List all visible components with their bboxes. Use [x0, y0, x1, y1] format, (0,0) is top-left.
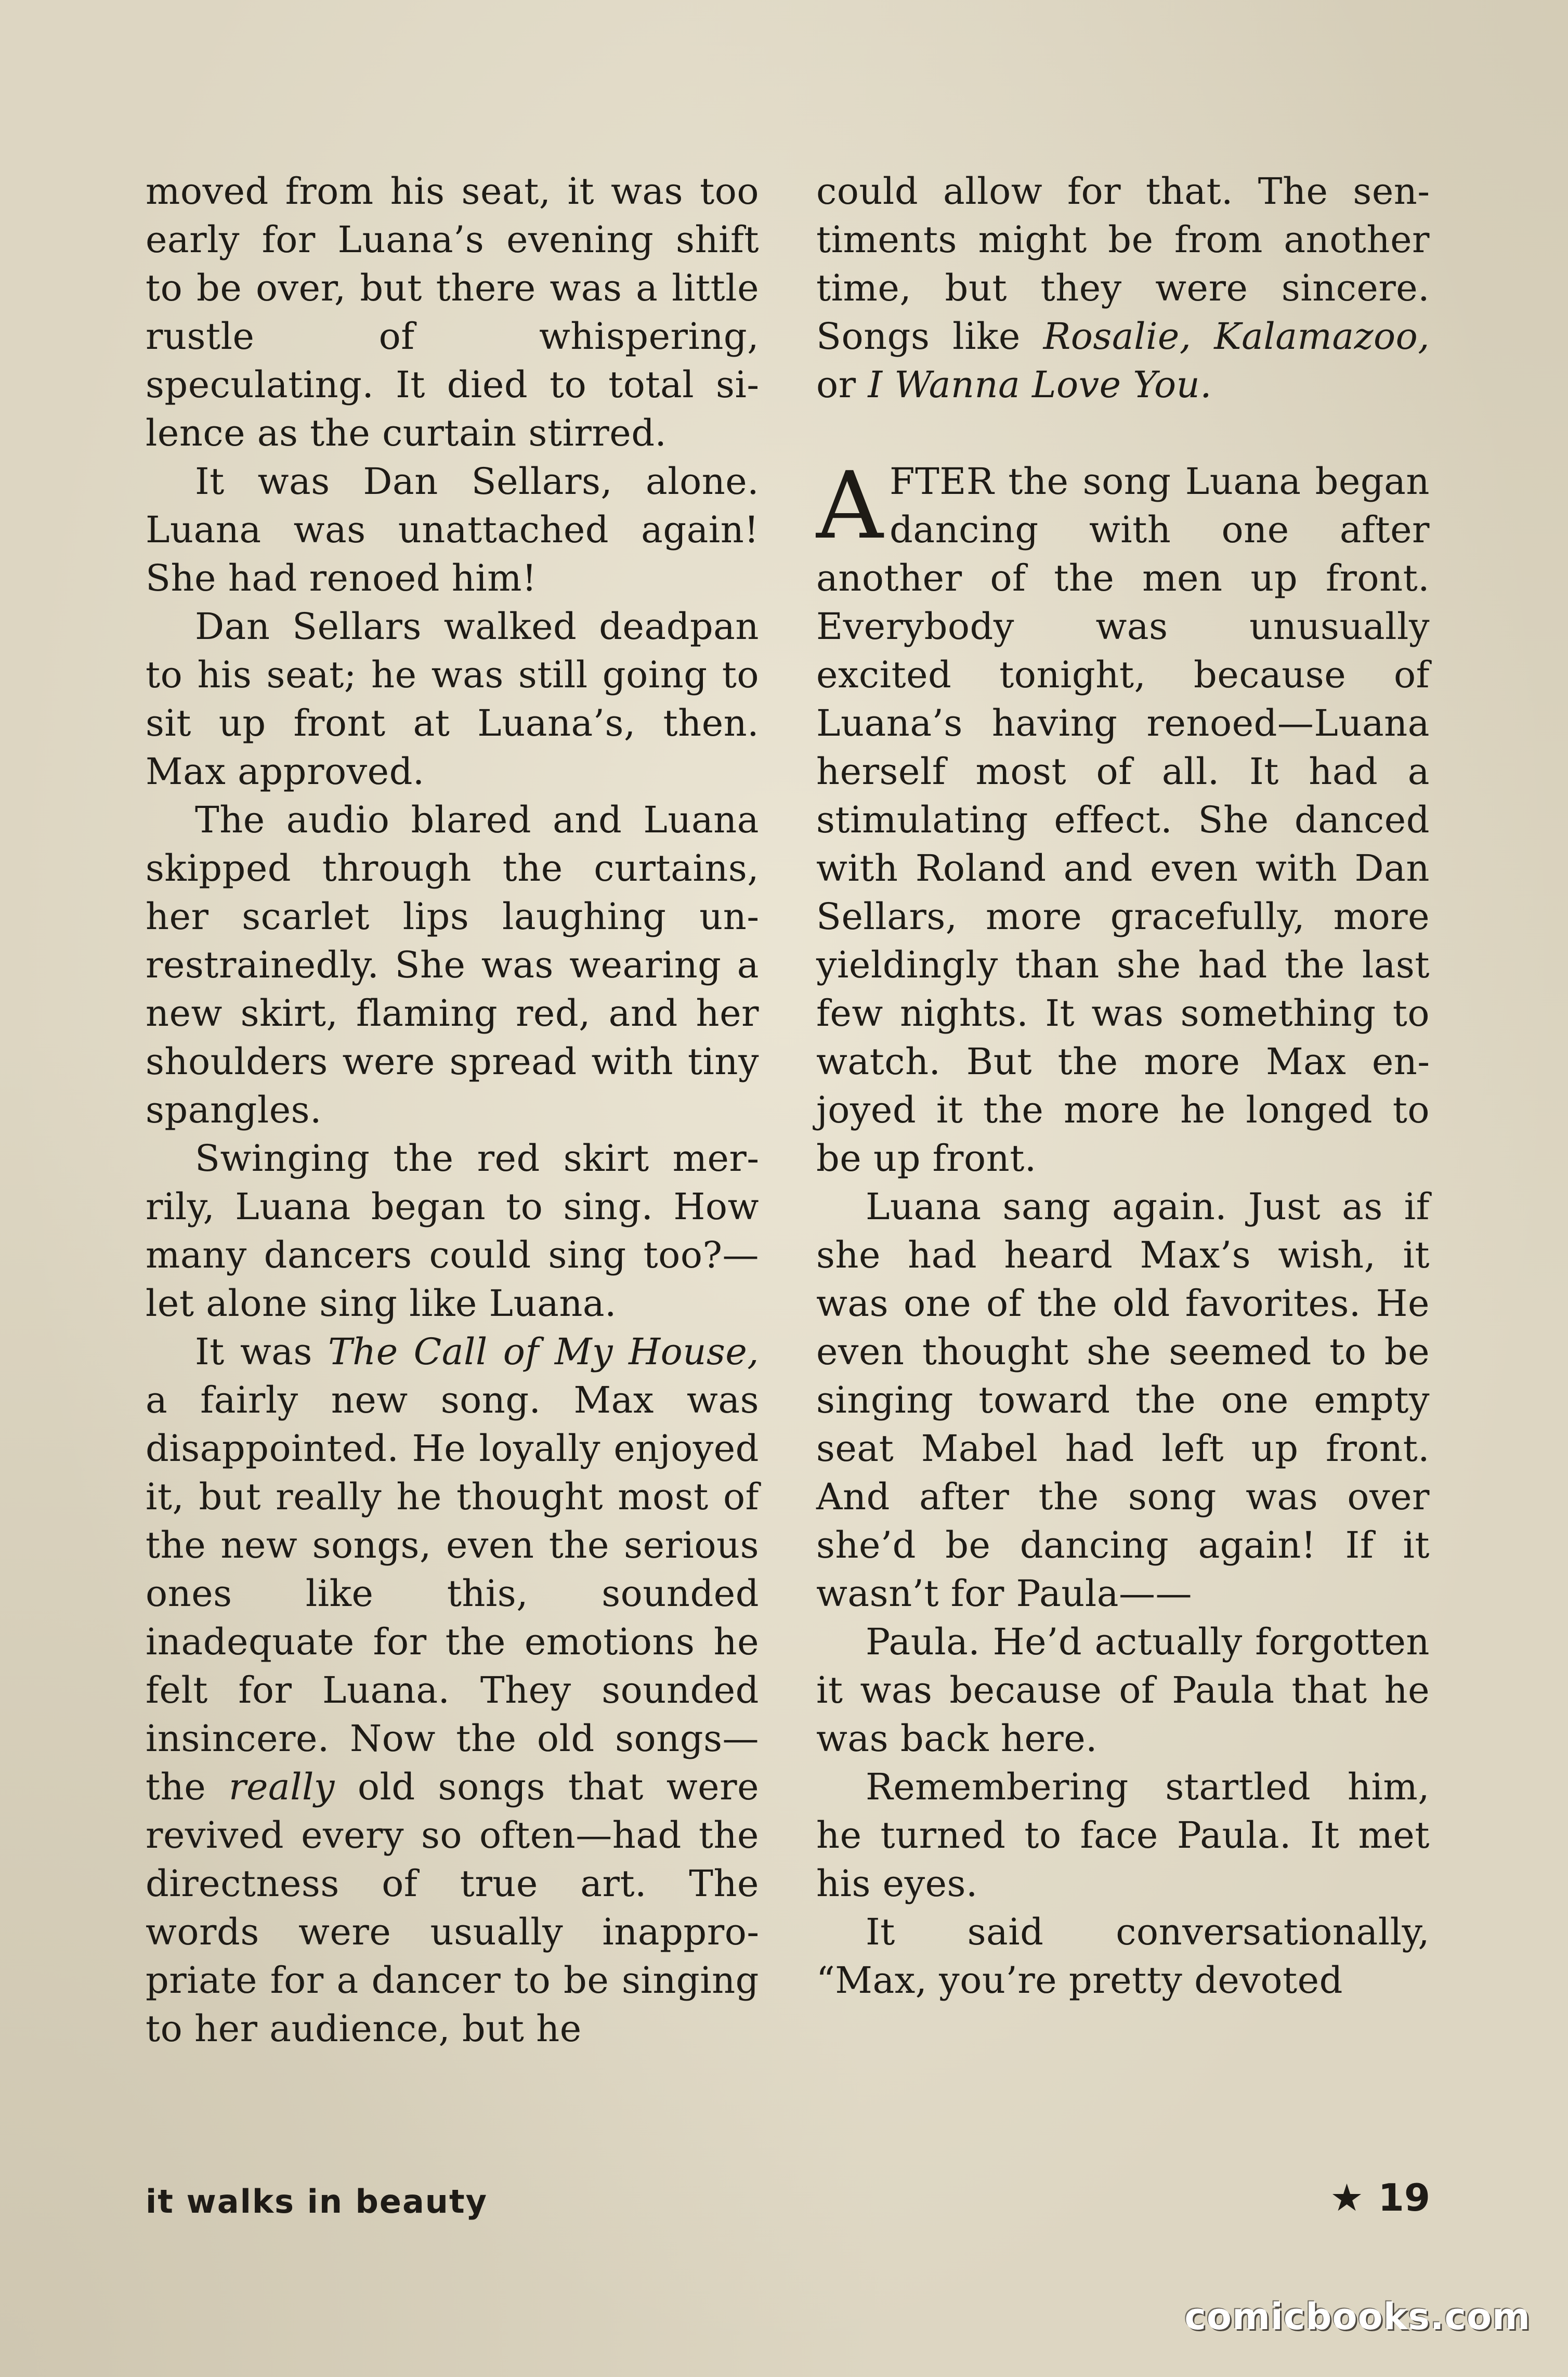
- running-title: it walks in beauty: [146, 2183, 488, 2221]
- paragraph: Paula. He’d actually forgotten it was because of Paula that he was back here.: [816, 1621, 1430, 1760]
- paragraph: Dan Sellars walked deadpan to his seat; he was still going to sit up front at Luana’s, then. Max approved.: [146, 605, 759, 793]
- right-column: [816, 167, 1430, 2005]
- song-title: Rosalie, Kalamazoo,: [1043, 315, 1430, 358]
- section-paragraph: [816, 452, 1430, 1183]
- star-icon: ★: [1330, 2176, 1364, 2219]
- paragraph: Luana sang again. Just as if she had heard Max’s wish, it was one of the old favorites. He even thought she seemed to be singing toward the one empty seat Mabel had left up front. And after the song was over she’d be dancing again! If it wasn’t for Paula——: [816, 1185, 1430, 1615]
- paragraph: [146, 1328, 759, 2053]
- song-title: The Call of My House,: [328, 1330, 759, 1373]
- song-title: I Wanna Love You.: [868, 363, 1212, 406]
- page-number: 19: [1378, 2176, 1430, 2219]
- drop-cap: A: [816, 452, 884, 559]
- paragraph: The audio blared and Luana skipped through the curtains, her scarlet lips laughing unrestrainedly. She was wearing a new skirt, flaming red, and her shoulders were spread with tiny spangles.: [146, 799, 759, 1131]
- text-run: could allow for that. The sentiments might be from another time, but they were sincere. Songs like: [816, 170, 1430, 358]
- left-column: [146, 167, 759, 2053]
- paragraph: Swinging the red skirt merrily, Luana began to sing. How many dancers could sing too?—let alone sing like Luana.: [146, 1137, 759, 1325]
- paragraph: It was Dan Sellars, alone. Luana was unattached again! She had renoed him!: [146, 460, 759, 599]
- text-run: old songs that were revived every so often—had the directness of true art. The words were usually inappropriate for a dancer to be singing to her audience, but he: [146, 1766, 759, 2050]
- text-run: a fairly new song. Max was disappointed. He loyally enjoyed it, but really he thought most of the new songs, even the serious ones like this, sounded inadequate for the emotions he felt for Luana. They sounded insincere. Now the old songs—the: [146, 1379, 759, 1808]
- paragraph: [816, 167, 1430, 409]
- page-number-block: [1330, 2176, 1430, 2219]
- paragraph: It said conversationally, “Max, you’re pretty devoted: [816, 1911, 1430, 2002]
- emphasis: really: [229, 1766, 335, 1808]
- text-run: or: [816, 363, 868, 406]
- text-run: It was: [195, 1330, 328, 1373]
- watermark: comicbooks.com: [1184, 2295, 1531, 2338]
- paragraph: moved from his seat, it was too early for Luana’s evening shift to be over, but there was a little rustle of whispering, speculating. It died to total silence as the curtain stirred.: [146, 170, 759, 454]
- text-run: FTER the song Luana began dancing with one after another of the men up front. Everybody was unusually excited tonight, because of Luana’s having renoed—Luana herself most of all. It had a stimulating effect. She danced with Roland and even with Dan Sellars, more gracefully, more yieldingly than she had the last few nights. It was something to watch. But the more Max enjoyed it the more he longed to be up front.: [816, 460, 1430, 1180]
- paragraph: Remembering startled him, he turned to face Paula. It met his eyes.: [816, 1766, 1430, 1905]
